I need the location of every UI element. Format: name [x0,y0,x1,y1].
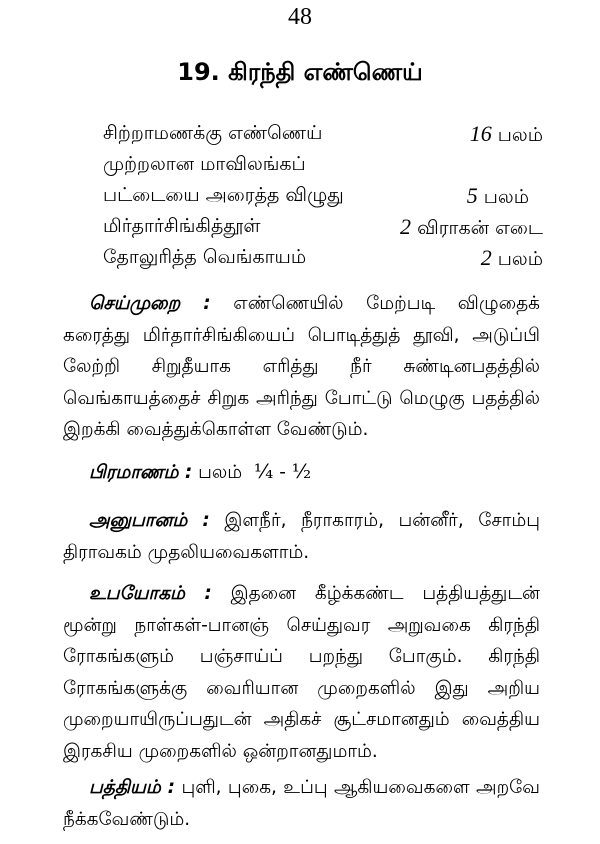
vehicle-section [63,505,540,568]
ingredient-name: பட்டையை அரைத்த விழுது [103,184,344,206]
dosage-min: ¼ [253,459,274,483]
diet-section [63,772,540,835]
page-number: 48 [288,4,312,30]
quantity-unit: பலம் [497,124,543,146]
uses-label: உபயோகம் : [89,583,212,604]
method-section [63,288,540,446]
diet-text: புளி, புகை, உப்பு ஆகியவைகளை அறவே நீக்கவேண்டும். [63,777,541,830]
method-text: எண்ணெயில் மேற்படி விழுதைக் கரைத்து மிர்தார்சிங்கியைப் பொடித்துத் தூவி, அடுப்பி லேற்றி சிறுதீயாக எரித்து நீர் சுண்டினபதத்தில் வெங்காயத்தைச் சிறுக அரிந்து போட்டு மெழுகு பதத்தில் இறக்கி வைத்துக்கொள்ள வேண்டும். [63,293,541,440]
ingredient-name: மிர்தார்சிங்கித்தூள் [103,215,261,237]
quantity-number: 16 [469,121,492,146]
ingredient-list [103,118,543,273]
dosage-max: ½ [291,459,312,483]
dosage-label: பிரமாணம் : [89,462,193,483]
method-label: செய்முறை : [89,293,211,314]
ingredient-row [103,118,543,149]
ingredient-row [103,149,543,180]
quantity-number: 5 [466,183,478,208]
quantity-unit: பலம் [497,248,543,270]
uses-text: இதனை கீழ்க்கண்ட பத்தியத்துடன் மூன்று நாள்கள்-பானஞ் செய்துவர அறுவகை கிரந்தி ரோகங்களும் பஞ்சாய்ப் பறந்து போகும். கிரந்தி ரோகங்களுக்கு வைரியான முறைகளில் இது அறிய முறையாயிருப்பதுடன் அதிகச் சூட்சமானதும் வைத்திய இரகசிய முறைகளில் ஒன்றானதுமாம். [63,583,540,762]
vehicle-label: அனுபானம் : [89,510,210,531]
recipe-title: 19. கிரந்தி எண்ணெய் [177,58,423,86]
quantity-unit: விராகன் எடை [417,217,543,239]
quantity-number: 2 [400,214,412,239]
uses-section [63,578,540,767]
dosage-unit: பலம் [198,462,243,483]
ingredient-row [103,242,543,273]
dosage-separator: - [279,462,286,483]
quantity-unit: பலம் [483,186,529,208]
quantity-number: 2 [480,245,492,270]
ingredient-row [103,180,543,211]
ingredient-row [103,211,543,242]
ingredient-quantity [481,242,543,275]
ingredient-quantity [467,180,529,213]
ingredient-quantity [400,211,543,244]
ingredient-name: சிற்றாமணக்கு எண்ணெய் [103,122,323,144]
ingredient-quantity [470,118,543,151]
ingredient-name: தோலுரித்த வெங்காயம் [103,246,307,268]
dosage-section [63,456,540,489]
ingredient-name: முற்றலான மாவிலங்கப் [103,153,306,175]
diet-label: பத்தியம் : [89,777,176,798]
vehicle-text: இளநீர், நீராகாரம், பன்னீர், சோம்பு திராவகம் முதலியவைகளாம். [63,510,541,563]
